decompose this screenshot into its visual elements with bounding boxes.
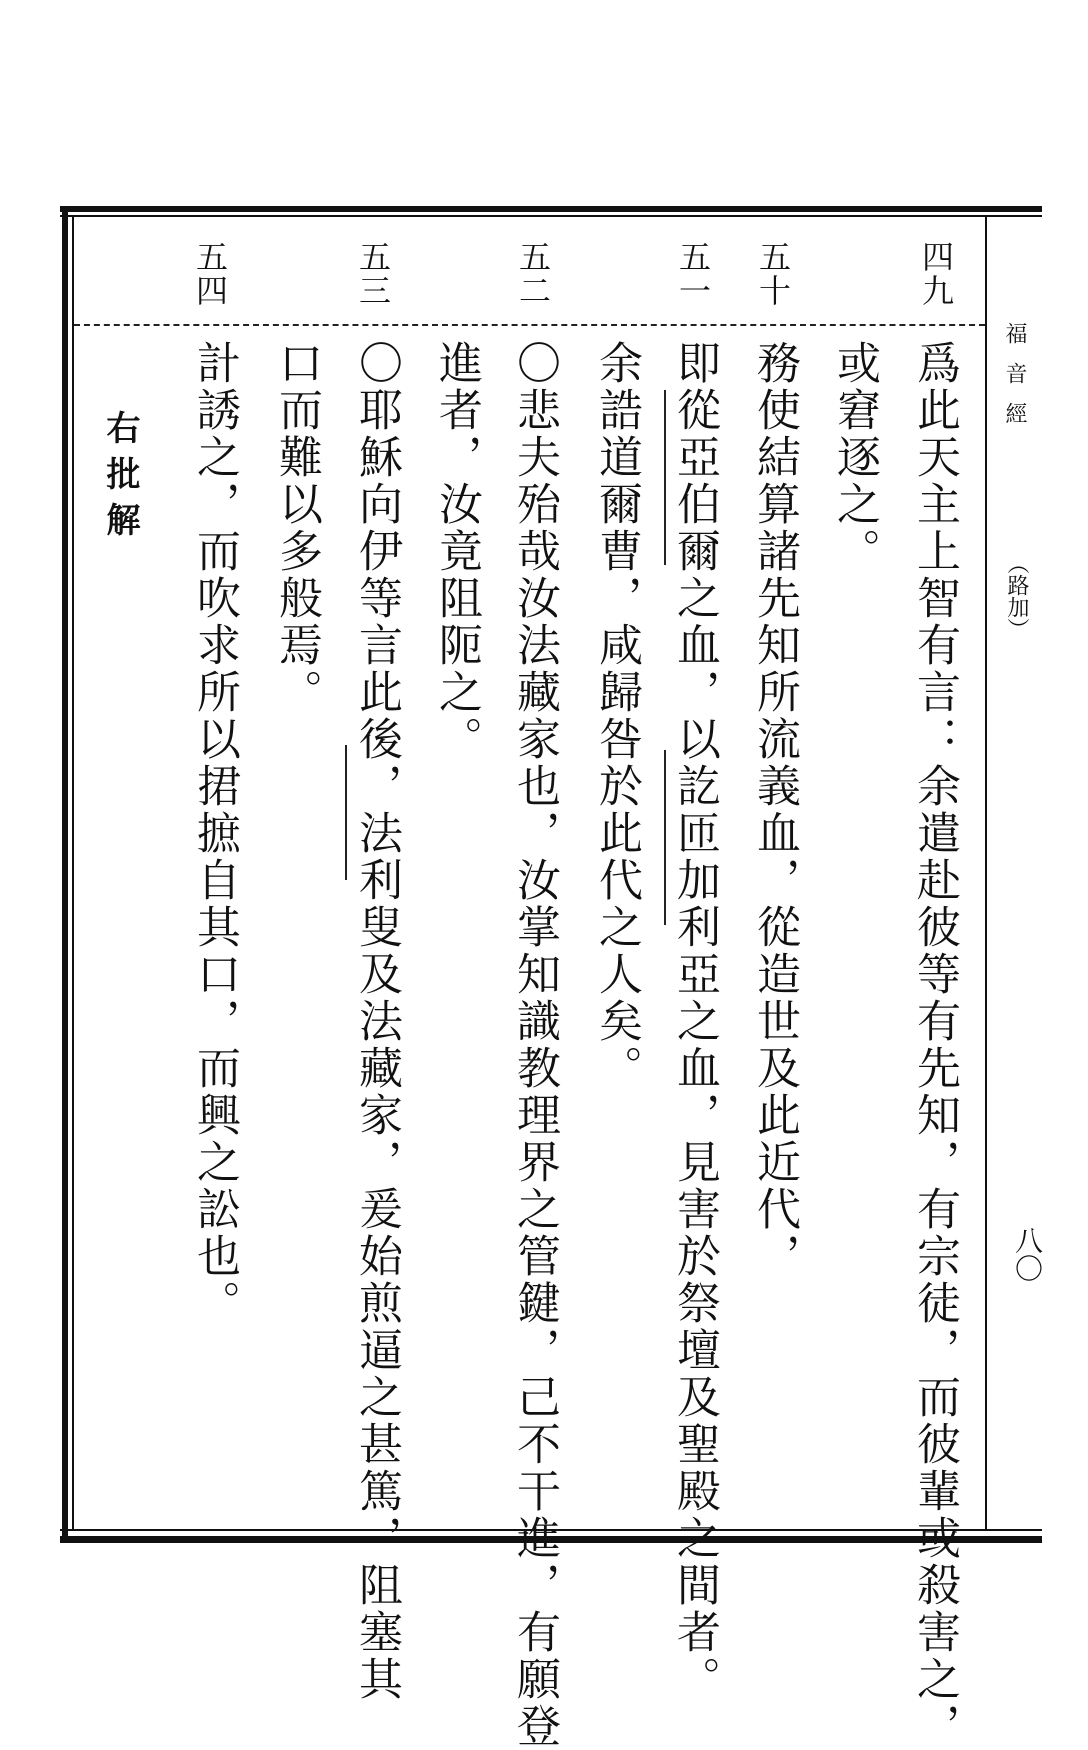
frame-left-inner-rule [72,215,74,1531]
section-heading: 右批解 [100,410,140,548]
verse-52-line-2: 進者，汝竟阻阨之。 [431,340,482,763]
verse-49-line-1: 爲此天主上智有言：余遣赴彼等有先知，有宗徒，而彼輩或殺害之， [909,340,960,1750]
verse-50-line-1: 務使結算諸先知所流義血，從造世及此近代， [749,340,800,1280]
verse-54-line-1: 計誘之，而吹求所以捃摭自其口，而興之訟也。 [189,340,240,1327]
verse-51-line-2: 余誥道爾曹，咸歸咎於此代之人矣。 [591,340,642,1092]
verse-49-line-2: 或窘逐之。 [829,340,880,575]
frame-right-rule [985,217,987,1529]
verse-number-49: 四九 [917,240,955,308]
verse-number-divider [74,324,985,326]
verse-number-54: 五四 [191,240,229,308]
page-number: 八〇 [1011,1226,1044,1282]
verse-53-line-2: 口而難以多般焉。 [271,340,322,716]
frame-top-inner-rule [60,215,1042,217]
verse-number-50: 五十 [754,240,792,308]
proper-name-underline [664,390,666,565]
verse-number-52: 五二 [514,240,552,308]
proper-name-underline [664,750,666,925]
verse-number-53: 五三 [354,240,392,308]
running-head-title: 福音經 [1002,322,1027,442]
verse-51-line-1: 即從亞伯爾之血，以訖匝加利亞之血，見害於祭壇及聖殿之間者。 [669,340,720,1703]
verse-number-51: 五一 [674,240,712,308]
running-head-book: （路加） [1004,552,1029,640]
verse-53-line-1: 〇耶穌向伊等言此後，法利叟及法藏家，爰始煎逼之甚篤，阻塞其 [351,340,402,1703]
verse-52-line-1: 〇悲夫殆哉汝法藏家也，汝掌知識教理界之管鍵，己不干進，有願登 [509,340,560,1750]
frame-top-rule [60,206,1042,212]
proper-name-underline [345,745,347,880]
frame-left-rule [62,206,68,1543]
